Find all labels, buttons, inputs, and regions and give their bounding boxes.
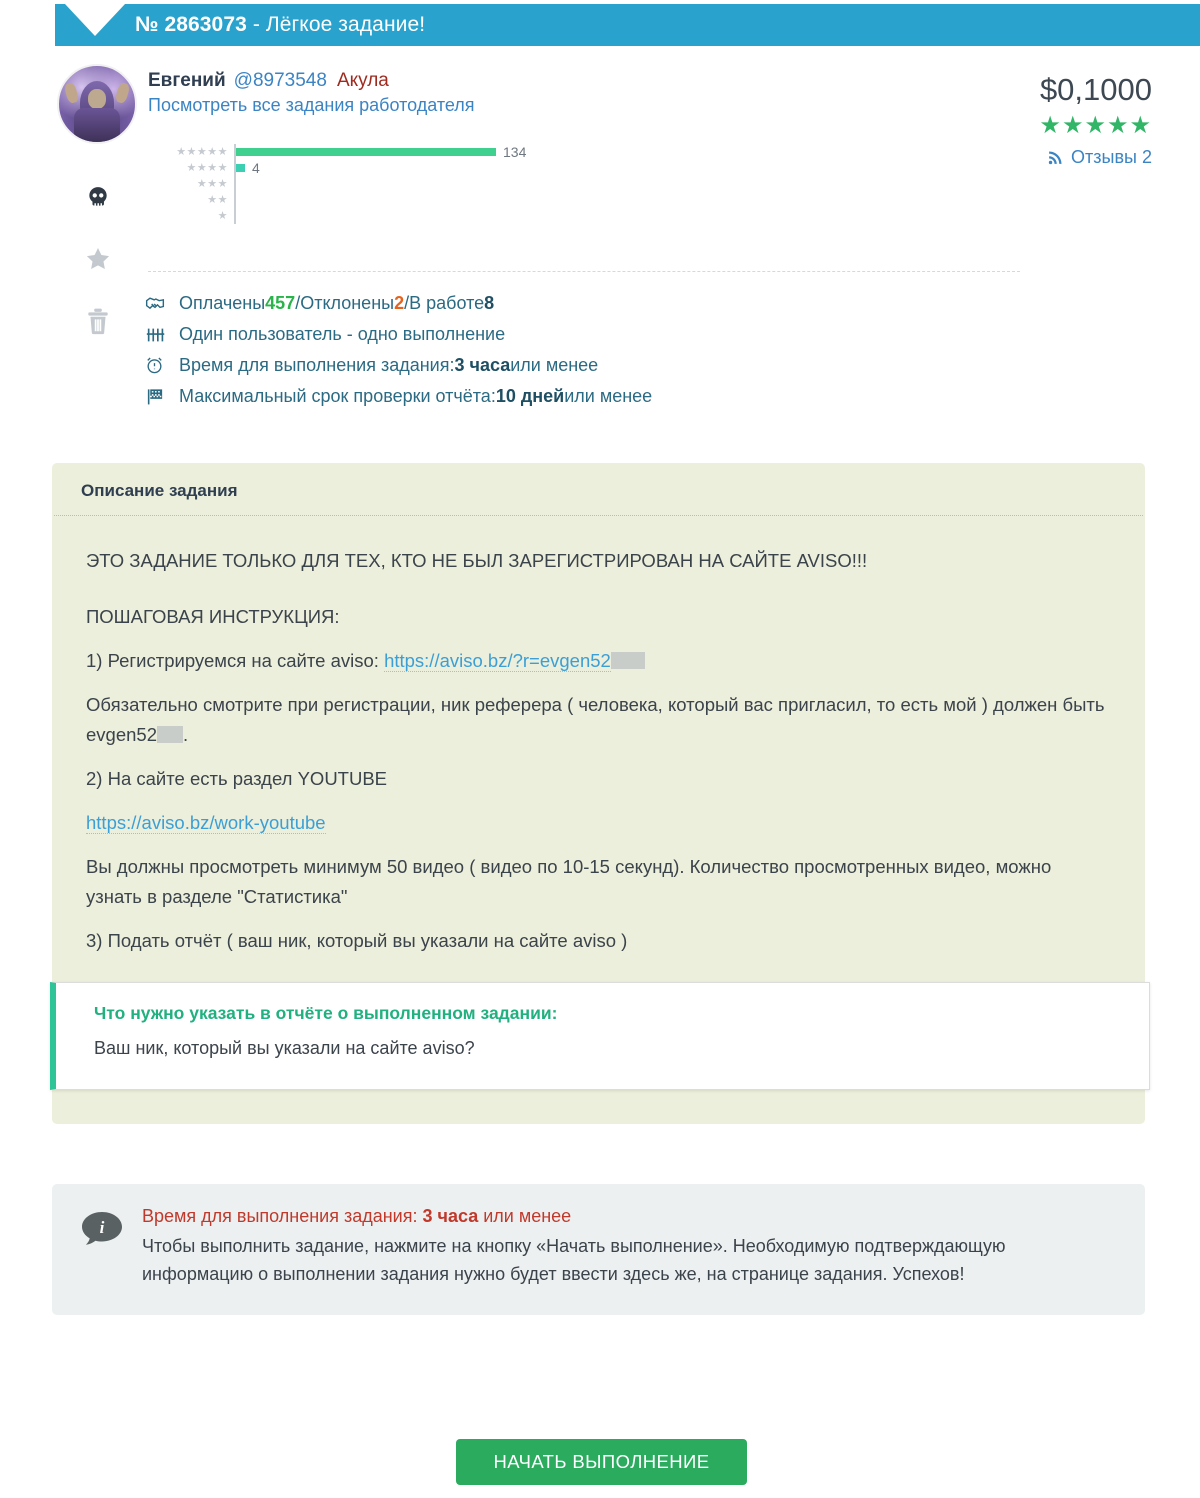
stat-one-execution-text: Один пользователь - одно выполнение <box>179 324 506 344</box>
histogram-star-label: ★★★ <box>196 177 228 190</box>
reviews-link[interactable] <box>1039 147 1152 168</box>
description-step-3: 3) Подать отчёт ( ваш ник, который вы указали на сайте aviso ) <box>86 929 628 951</box>
notice-body-text: Чтобы выполнить задание, нажмите на кнопку «Начать выполнение». Необходимую подтверждающую информацию о выполнении задания нужно будет ввести здесь же, на странице задания. Успехов! <box>142 1236 1006 1284</box>
stat-time-label: Время для выполнения задания: <box>179 355 455 375</box>
employer-identity-line <box>148 70 475 92</box>
task-description-panel <box>52 463 1145 1124</box>
stat-rejected-value: 2 <box>394 293 405 313</box>
rss-icon <box>1047 149 1064 166</box>
header-notch-triangle <box>65 4 125 36</box>
description-body <box>52 516 1145 956</box>
redacted-nickname-suffix <box>157 726 183 743</box>
redacted-referral-suffix <box>611 652 645 669</box>
description-step-2-link-wrap <box>86 808 1111 838</box>
task-subtitle: Лёгкое задание! <box>265 13 426 36</box>
title-separator: - <box>246 13 266 36</box>
employer-avatar[interactable] <box>57 64 137 144</box>
task-stats-list <box>145 288 652 412</box>
description-intro: ЭТО ЗАДАНИЕ ТОЛЬКО ДЛЯ ТЕХ, КТО НЕ БЫЛ ЗАРЕГИСТРИРОВАН НА САЙТЕ AVISO!!! <box>86 550 868 571</box>
favorite-star-icon[interactable] <box>84 245 112 277</box>
youtube-section-link[interactable]: https://aviso.bz/work-youtube <box>86 811 326 833</box>
referrer-note-text: Обязательно смотрите при регистрации, ник реферера ( человека, который вас пригласил, то есть мой ) должен быть evgen52 <box>86 693 1105 745</box>
description-steps-header: ПОШАГОВАЯ ИНСТРУКЦИЯ: <box>86 605 340 627</box>
employer-all-tasks-link[interactable]: Посмотреть все задания работодателя <box>148 95 475 115</box>
report-requirements-title: Что нужно указать в отчёте о выполненном задании: <box>94 1002 558 1023</box>
stat-time-suffix: или менее <box>510 355 599 375</box>
histogram-count: 4 <box>252 160 260 176</box>
avatar-hand-right <box>115 82 131 104</box>
histogram-axis <box>234 192 236 208</box>
stat-paid-value: 457 <box>265 293 296 313</box>
rating-histogram <box>150 144 550 224</box>
stat-sep-1: / <box>295 293 301 313</box>
checkered-flag-icon <box>145 387 179 406</box>
step1-prefix: 1) Регистрируемся на сайте aviso: <box>86 649 385 671</box>
histogram-star-label: ★★ <box>207 193 228 206</box>
employer-name: Евгений <box>148 70 226 91</box>
start-task-button[interactable]: НАЧАТЬ ВЫПОЛНЕНИЕ <box>456 1439 747 1485</box>
description-step-1 <box>86 646 1111 676</box>
stat-check-suffix: или менее <box>564 386 653 406</box>
description-panel-footer <box>52 1090 1145 1124</box>
histogram-row <box>150 176 550 192</box>
description-title: Описание задания <box>81 481 238 500</box>
stat-row-time <box>145 350 652 381</box>
histogram-row <box>150 192 550 208</box>
stat-inwork-value: 8 <box>484 293 495 313</box>
svg-text:i: i <box>99 1218 105 1237</box>
histogram-count: 134 <box>503 144 527 160</box>
histogram-bar <box>236 164 245 172</box>
notice-time-line <box>142 1206 1115 1227</box>
task-rating-stars: ★★★★★ <box>1039 112 1152 139</box>
histogram-row <box>150 208 550 224</box>
stat-time-value: 3 часа <box>454 355 511 375</box>
avatar-hand-left <box>63 82 79 104</box>
histogram-axis <box>234 208 236 224</box>
stat-rejected-label: Отклонены <box>300 293 395 313</box>
action-icon-rail <box>78 185 118 339</box>
price-block <box>1039 74 1152 168</box>
referrer-note-period: . <box>182 723 189 745</box>
stat-check-value: 10 дней <box>495 386 565 406</box>
task-header-bar <box>55 4 1200 46</box>
task-number: № 2863073 <box>135 13 247 36</box>
histogram-row <box>150 144 550 160</box>
histogram-star-label: ★ <box>217 209 228 222</box>
skull-icon[interactable] <box>85 185 111 215</box>
stat-inwork-label: В работе <box>409 293 485 313</box>
notice-time-prefix: Время для выполнения задания: <box>142 1206 423 1226</box>
registration-link[interactable]: https://aviso.bz/?r=evgen52 <box>384 649 611 671</box>
description-step-2-text: Вы должны просмотреть минимум 50 видео ( видео по 10-15 секунд). Количество просмотренных видео, можно узнать в разделе "Статистика" <box>86 855 1052 907</box>
employer-info <box>148 70 475 116</box>
task-price: $0,1000 <box>1039 72 1152 107</box>
employer-divider <box>148 271 1020 272</box>
page-title <box>135 13 425 37</box>
notice-time-value: 3 часа <box>422 1206 479 1226</box>
report-requirements-box <box>50 982 1150 1090</box>
info-notice <box>52 1184 1145 1315</box>
handshake-icon <box>145 295 179 313</box>
histogram-star-label: ★★★★ <box>186 161 228 174</box>
report-question: Ваш ник, который вы указали на сайте aviso? <box>94 1037 475 1058</box>
stat-row-one-execution <box>145 319 652 350</box>
avatar-body <box>74 108 120 142</box>
tally-marks-icon <box>145 326 179 344</box>
employer-rank-badge: Акула <box>336 70 389 91</box>
histogram-axis <box>234 176 236 192</box>
histogram-bar <box>236 148 496 156</box>
stat-check-label: Максимальный срок проверки отчёта: <box>179 386 496 406</box>
histogram-row <box>150 160 550 176</box>
info-bubble-icon <box>80 1210 124 1250</box>
histogram-star-label: ★★★★★ <box>176 145 228 158</box>
alarm-clock-icon <box>145 356 179 375</box>
delete-trash-icon[interactable] <box>85 307 111 339</box>
reviews-label: Отзывы 2 <box>1071 147 1152 167</box>
description-step-2: 2) На сайте есть раздел YOUTUBE <box>86 767 388 789</box>
stat-row-counts <box>145 288 652 319</box>
stat-sep-2: / <box>404 293 410 313</box>
stat-paid-label: Оплачены <box>179 293 266 313</box>
stat-row-check-deadline <box>145 381 652 412</box>
description-referrer-note <box>86 690 1111 750</box>
notice-time-suffix: или менее <box>478 1206 572 1226</box>
employer-user-id[interactable]: @8973548 <box>233 70 327 91</box>
avatar-face <box>88 89 106 109</box>
